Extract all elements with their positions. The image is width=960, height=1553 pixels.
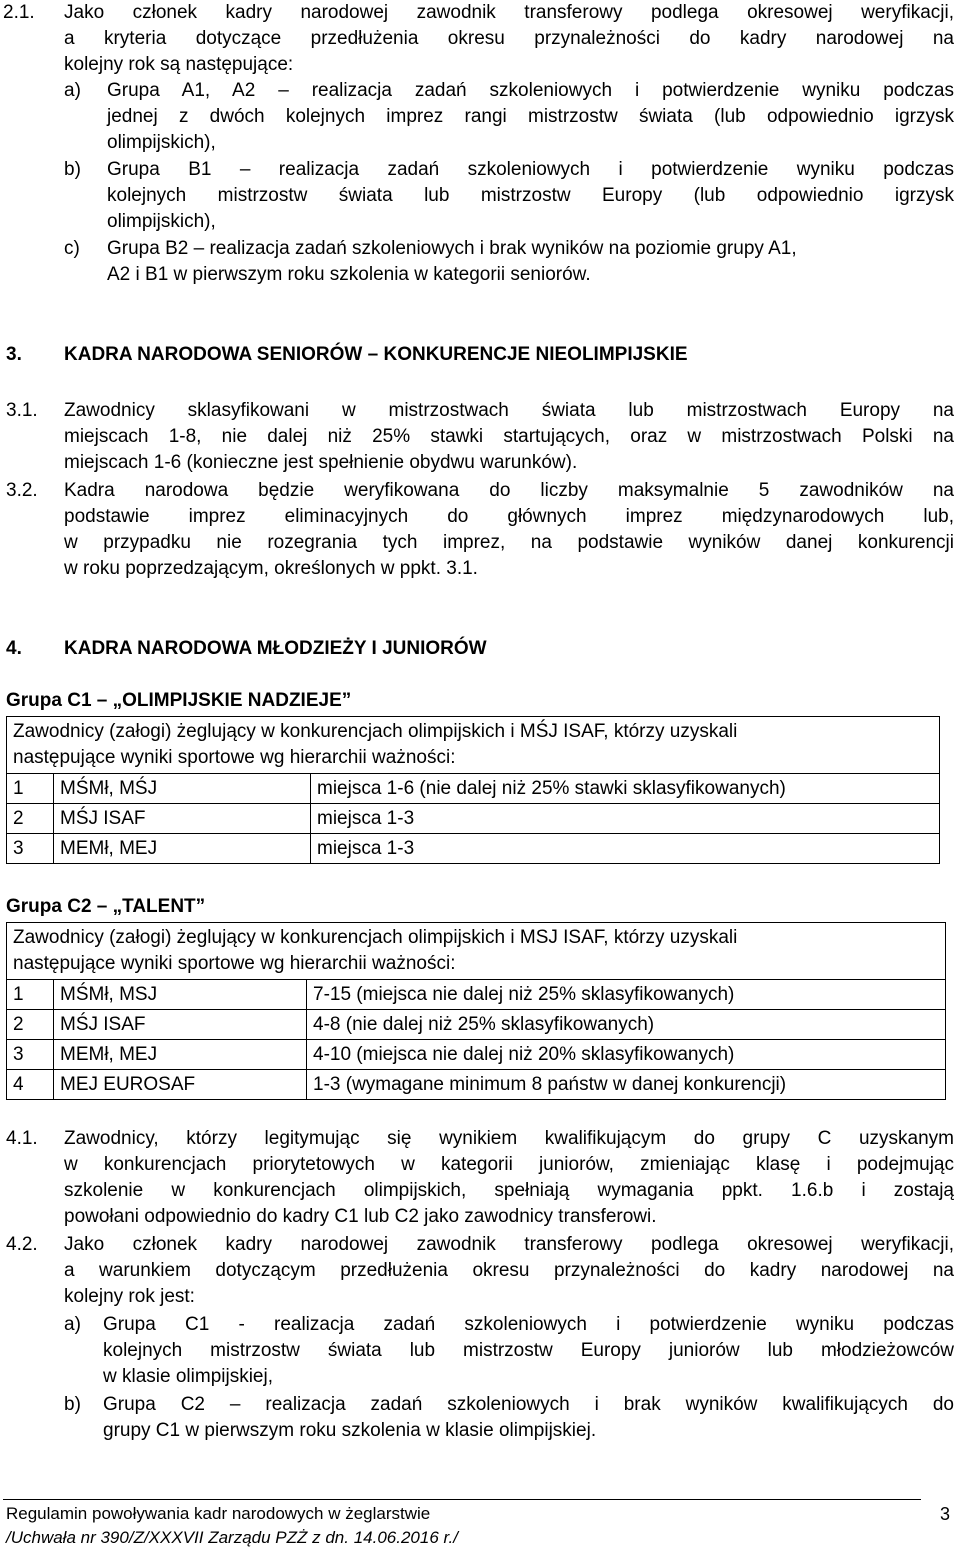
list-item-line: olimpijskich), [107, 211, 216, 232]
table-row [7, 1010, 946, 1040]
paragraph-line: kolejny rok są następujące: [64, 54, 294, 75]
list-item-line: kolejnych mistrzostw świata lub mistrzostw Europy juniorów lub młodzieżowców [103, 1340, 954, 1361]
table-cell: 1 [7, 774, 54, 804]
list-marker: c) [64, 238, 80, 259]
table-intro-row [7, 923, 946, 980]
paragraph-line: Zawodnicy sklasyfikowani w mistrzostwach świata lub mistrzostwach Europy na [64, 400, 954, 421]
table-cell: MEMł, MEJ [54, 1040, 307, 1070]
paragraph-line: podstawie imprez eliminacyjnych do głównych imprez międzynarodowych lub, [64, 506, 954, 527]
table-cell: 1 [7, 980, 54, 1010]
paragraph-line: szkolenie w konkurencjach olimpijskich, spełniają wymagania ppkt. 1.6.b i zostają [64, 1180, 954, 1201]
table-cell: MEJ EUROSAF [54, 1070, 307, 1100]
paragraph-line: Kadra narodowa będzie weryfikowana do liczby maksymalnie 5 zawodników na [64, 480, 954, 501]
table-row [7, 804, 940, 834]
list-marker: a) [64, 1314, 81, 1335]
table-row [7, 980, 946, 1010]
table-row [7, 1070, 946, 1100]
list-marker: b) [64, 159, 81, 180]
footer-resolution: /Uchwała nr 390/Z/XXXVII Zarządu PZŻ z dn. 14.06.2016 r./ [6, 1528, 458, 1547]
table-cell: 3 [7, 1040, 54, 1070]
table-cell: MEMł, MEJ [54, 834, 311, 864]
page-number: 3 [940, 1504, 951, 1524]
list-item-line: Grupa C1 - realizacja zadań szkoleniowych i potwierdzenie wyniku podczas [103, 1314, 954, 1335]
table-cell: 1-3 (wymagane minimum 8 państw w danej konkurencji) [307, 1070, 946, 1100]
table-cell: miejsca 1-6 (nie dalej niż 25% stawki sklasyfikowanych) [311, 774, 940, 804]
list-item-line: Grupa C2 – realizacja zadań szkoleniowych i brak wyników kwalifikujących do [103, 1394, 954, 1415]
list-item-line: grupy C1 w pierwszym roku szkolenia w klasie olimpijskiej. [103, 1420, 597, 1441]
table-cell: MŚMł, MSJ [54, 980, 307, 1010]
section-heading: KADRA NARODOWA MŁODZIEŻY I JUNIORÓW [64, 638, 487, 659]
intro-line: Zawodnicy (załogi) żeglujący w konkurencjach olimpijskich i MSJ ISAF, którzy uzyskali [13, 927, 738, 948]
list-item-line: A2 i B1 w pierwszym roku szkolenia w kategorii seniorów. [107, 264, 591, 285]
table-cell: 2 [7, 1010, 54, 1040]
paragraph-number: 3.1. [6, 400, 38, 421]
list-item-line: w klasie olimpijskiej, [103, 1366, 273, 1387]
section-heading: KADRA NARODOWA SENIORÓW – KONKURENCJE NIEOLIMPIJSKIE [64, 344, 688, 365]
list-item-line: olimpijskich), [107, 132, 216, 153]
table-intro-row [7, 717, 940, 774]
intro-line: następujące wyniki sportowe wg hierarchii ważności: [13, 953, 456, 974]
table-row [7, 834, 940, 864]
table-cell: 3 [7, 834, 54, 864]
footer-divider [3, 1499, 921, 1500]
paragraph-line: powołani odpowiednio do kadry C1 lub C2 jako zawodnicy transferowi. [64, 1206, 657, 1227]
table-intro-cell [7, 923, 946, 980]
table-cell: MŚJ ISAF [54, 804, 311, 834]
table-row [7, 774, 940, 804]
group-c1-table [6, 716, 940, 864]
list-item-line: Grupa B2 – realizacja zadań szkoleniowych i brak wyników na poziomie grupy A1, [107, 238, 797, 259]
intro-line: Zawodnicy (załogi) żeglujący w konkurencjach olimpijskich i MŚJ ISAF, którzy uzyskali [13, 721, 738, 742]
list-marker: a) [64, 80, 81, 101]
section-number: 4. [6, 638, 22, 659]
list-item-line: Grupa B1 – realizacja zadań szkoleniowych i potwierdzenie wyniku podczas [107, 159, 954, 180]
section-number: 3. [6, 344, 22, 365]
section-number: 2.1. [3, 2, 35, 23]
paragraph-number: 4.2. [6, 1234, 38, 1255]
paragraph-line: Jako członek kadry narodowej zawodnik transferowy podlega okresowej weryfikacji, [64, 2, 954, 23]
group-c1-title: Grupa C1 – „OLIMPIJSKIE NADZIEJE” [6, 690, 352, 711]
paragraph-line: Jako członek kadry narodowej zawodnik transferowy podlega okresowej weryfikacji, [64, 1234, 954, 1255]
table-cell: 4-10 (miejsca nie dalej niż 20% sklasyfikowanych) [307, 1040, 946, 1070]
table-cell: MŚJ ISAF [54, 1010, 307, 1040]
list-item-line: jednej z dwóch kolejnych imprez rangi mistrzostw świata (lub odpowiednio igrzysk [107, 106, 954, 127]
table-cell: 2 [7, 804, 54, 834]
footer-title: Regulamin powoływania kadr narodowych w żeglarstwie [6, 1504, 431, 1523]
table-cell: miejsca 1-3 [311, 804, 940, 834]
paragraph-line: a warunkiem dotyczącym przedłużenia okresu przynależności do kadry narodowej na [64, 1260, 954, 1281]
table-row [7, 1040, 946, 1070]
paragraph-number: 3.2. [6, 480, 38, 501]
group-c2-table [6, 922, 946, 1100]
list-item-line: Grupa A1, A2 – realizacja zadań szkoleniowych i potwierdzenie wyniku podczas [107, 80, 954, 101]
paragraph-line: Zawodnicy, którzy legitymując się wynikiem kwalifikującym do grupy C uzyskanym [64, 1128, 954, 1149]
table-cell: 4 [7, 1070, 54, 1100]
table-intro-cell [7, 717, 940, 774]
table-cell: MŚMł, MŚJ [54, 774, 311, 804]
table-cell: miejsca 1-3 [311, 834, 940, 864]
paragraph-line: w przypadku nie rozegrania tych imprez, na podstawie wyników danej konkurencji [64, 532, 954, 553]
intro-line: następujące wyniki sportowe wg hierarchii ważności: [13, 747, 456, 768]
table-cell: 4-8 (nie dalej niż 25% sklasyfikowanych) [307, 1010, 946, 1040]
paragraph-line: a kryteria dotyczące przedłużenia okresu przynależności do kadry narodowej na [64, 28, 954, 49]
paragraph-line: kolejny rok jest: [64, 1286, 195, 1307]
table-cell: 7-15 (miejsca nie dalej niż 25% sklasyfikowanych) [307, 980, 946, 1010]
list-item-line: kolejnych mistrzostw świata lub mistrzostw Europy (lub odpowiednio igrzysk [107, 185, 954, 206]
paragraph-line: miejscach 1-8, nie dalej niż 25% stawki startujących, oraz w mistrzostwach Polski na [64, 426, 954, 447]
paragraph-line: w konkurencjach priorytetowych w kategorii juniorów, zmieniając klasę i podejmując [64, 1154, 954, 1175]
group-c2-title: Grupa C2 – „TALENT” [6, 896, 206, 917]
paragraph-number: 4.1. [6, 1128, 38, 1149]
list-marker: b) [64, 1394, 81, 1415]
paragraph-line: miejscach 1-6 (konieczne jest spełnienie obydwu warunków). [64, 452, 578, 473]
paragraph-line: w roku poprzedzającym, określonych w ppkt. 3.1. [64, 558, 478, 579]
